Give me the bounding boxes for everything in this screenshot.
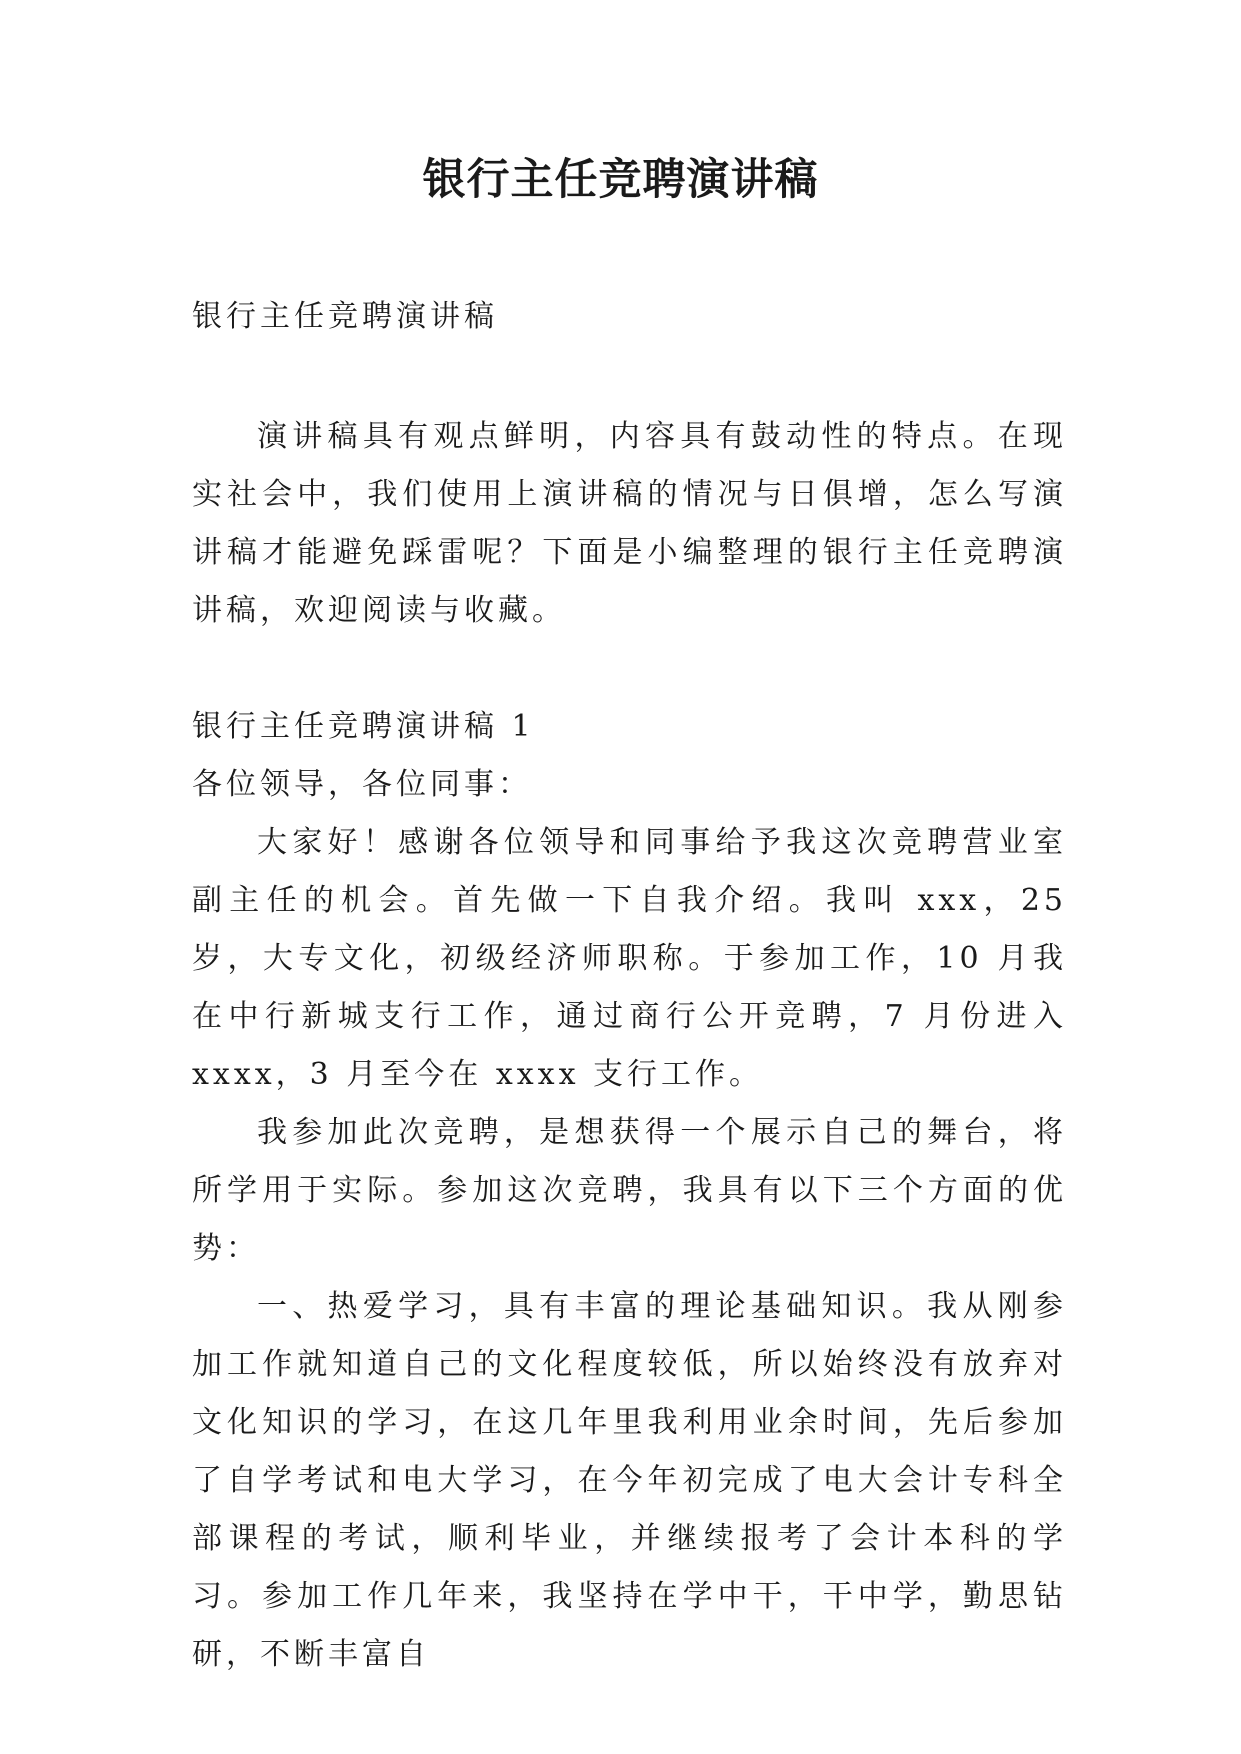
subtitle-text: 银行主任竞聘演讲稿 [192,299,498,334]
intro-paragraph: 演讲稿具有观点鲜明，内容具有鼓动性的特点。在现实社会中，我们使用上演讲稿的情况与日俱增，怎么写演讲稿才能避免踩雷呢？下面是小编整理的银行主任竞聘演讲稿，欢迎阅读与收藏。 [192,419,1067,628]
intro-block [192,408,1067,640]
document-subtitle [192,288,1067,346]
body-paragraph: 我参加此次竞聘，是想获得一个展示自己的舞台，将所学用于实际。参加这次竞聘，我具有以下三个方面的优势： [192,1115,1067,1266]
document-title: 银行主任竞聘演讲稿 [422,155,819,205]
body-paragraph: 大家好！感谢各位领导和同事给予我这次竞聘营业室副主任的机会。首先做一下自我介绍。我叫 xxx，25 岁，大专文化，初级经济师职称。于参加工作，10 月我在中行新城支行工作，通过商行公开竞聘，7 月份进入 xxxx，3 月至今在 xxxx 支行工作。 [192,825,1067,1092]
section-heading: 银行主任竞聘演讲稿 1 [192,709,535,744]
body-paragraph: 一、热爱学习，具有丰富的理论基础知识。我从刚参加工作就知道自己的文化程度较低，所以始终没有放弃对文化知识的学习，在这几年里我利用业余时间，先后参加了自学考试和电大学习，在今年初完成了电大会计专科全部课程的考试，顺利毕业，并继续报考了会计本科的学习。参加工作几年来，我坚持在学中干，干中学，勤思钻研，不断丰富自 [192,1289,1067,1672]
greeting: 各位领导，各位同事： [192,767,532,802]
speech-body [192,698,1067,1684]
